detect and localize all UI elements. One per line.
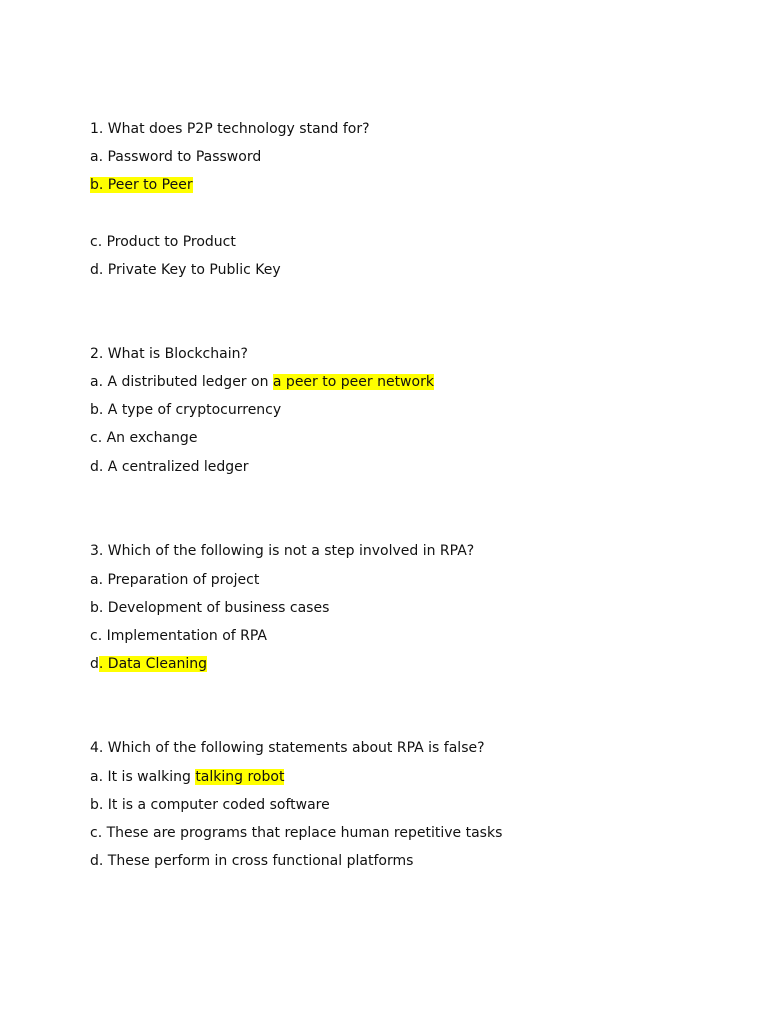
option-text: c. Product to Product [90,234,236,250]
question-2-text: 2. What is Blockchain? [90,346,248,362]
question-4-text: 4. Which of the following statements about RPA is false? [90,740,485,756]
question-3-option-b [90,600,329,617]
question-3-option-d [90,656,207,673]
question-1-option-d [90,262,281,279]
option-text: d. A centralized ledger [90,459,249,475]
option-text: c. These are programs that replace human repetitive tasks [90,825,503,841]
question-4-option-d [90,853,413,870]
option-text: d. Private Key to Public Key [90,262,281,278]
option-text: a. Password to Password [90,149,262,165]
option-text: d [90,656,99,672]
question-1-text: 1. What does P2P technology stand for? [90,121,370,137]
question-2-option-a [90,374,434,391]
question-1-option-b [90,177,193,194]
option-text: c. Implementation of RPA [90,628,268,644]
highlighted-text: a peer to peer network [272,374,434,390]
question-2-option-c [90,430,197,447]
question-4-option-a [90,769,284,786]
highlighted-text: b. Peer to Peer [90,177,193,193]
highlighted-text: talking robot [195,769,285,785]
question-4-option-c [90,825,502,842]
question-2-option-b [90,402,281,419]
question-3-option-c [90,628,267,645]
question-4-option-b [90,797,330,814]
option-text: a. It is walking [90,769,196,785]
question-1-option-a [90,149,261,166]
question-3-text: 3. Which of the following is not a step involved in RPA? [90,543,475,559]
question-1-option-c [90,234,236,251]
highlighted-text: . Data Cleaning [98,656,208,672]
question-3-option-a [90,572,259,589]
option-text: b. It is a computer coded software [90,797,330,813]
option-text: d. These perform in cross functional platforms [90,853,414,869]
question-2-option-d [90,459,249,476]
option-text: c. An exchange [90,430,198,446]
option-text: b. Development of business cases [90,600,330,616]
option-text: b. A type of cryptocurrency [90,402,282,418]
option-text: a. Preparation of project [90,572,260,588]
option-text: a. A distributed ledger on [90,374,273,390]
